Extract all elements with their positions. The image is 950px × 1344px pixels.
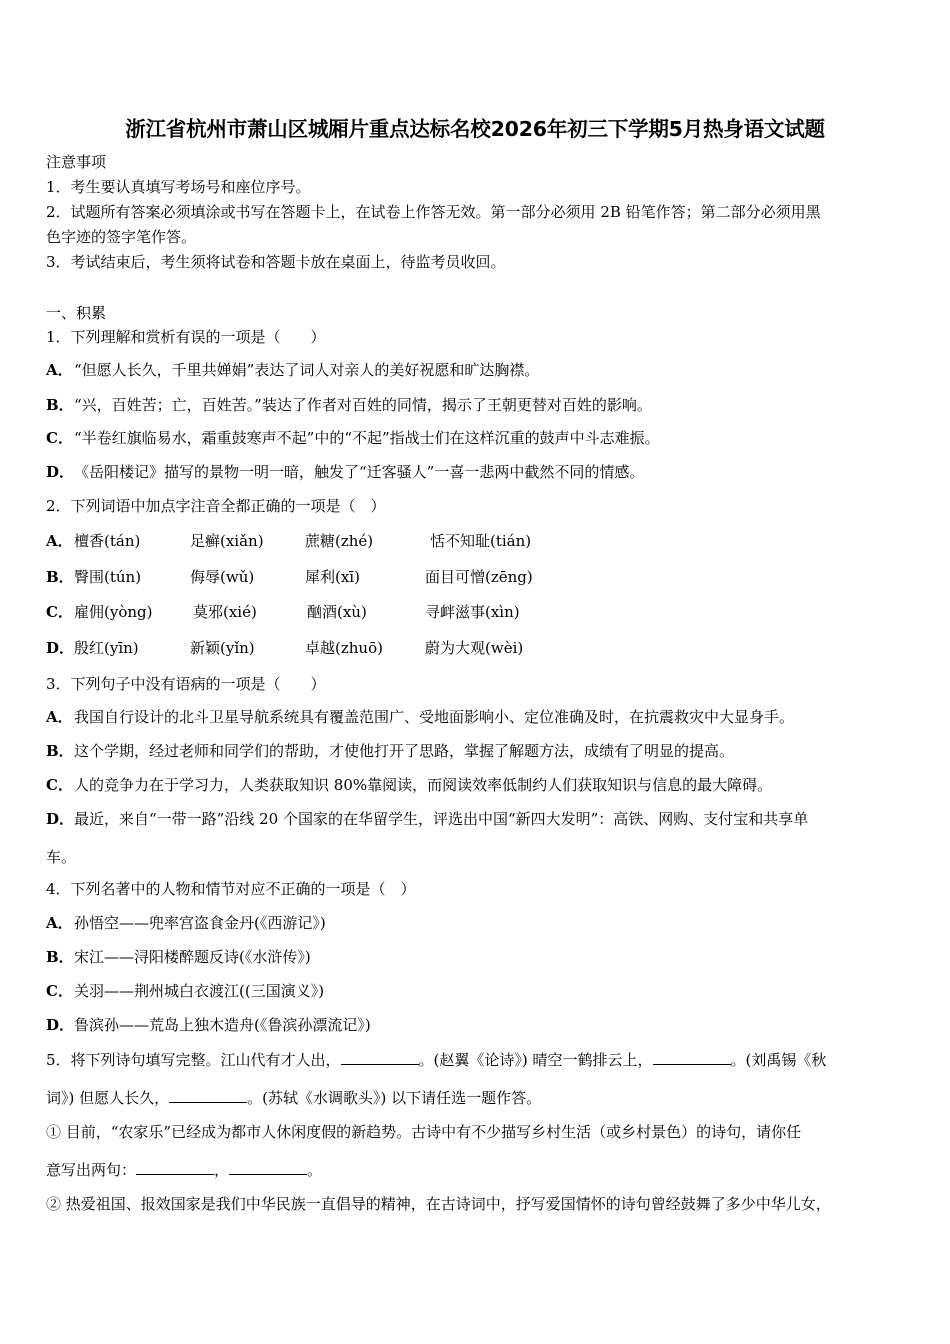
q2-a-word-1: 檀香(tán) [74,532,141,550]
answer-blank-2[interactable] [653,1064,731,1065]
q1-stem: 1．下列理解和赏析有误的一项是（ ） [46,328,326,346]
q4-option-b [46,947,311,967]
q2-d-word-2: 新颖(yǐn) [190,639,255,657]
answer-blank-5[interactable] [229,1174,307,1175]
option-label: A． [46,361,73,379]
option-label: C． [46,982,73,1000]
section-heading: 一、积累 [46,304,107,322]
option-label: C． [46,429,73,447]
q2-option-b-label [46,567,74,587]
option-label: D． [46,1016,75,1034]
option-text: 人的竞争力在于学习力，人类获取知识 80%靠阅读，而阅读效率低制约人们获取知识与信息的最大障碍。 [74,776,773,794]
option-label: B． [46,396,74,414]
q5-line-1 [46,1050,826,1070]
q5-text: 词》) 但愿人长久， [46,1089,170,1107]
q3-option-c [46,775,772,795]
q4-option-a [46,913,326,933]
option-label: C． [46,603,73,621]
q4-option-c [46,981,324,1001]
option-text: 这个学期，经过老师和同学们的帮助，才使他打开了思路，掌握了解题方法，成绩有了明显的提高。 [74,742,735,760]
option-label: C． [46,776,73,794]
option-text: 我国自行设计的北斗卫星导航系统具有覆盖范围广、受地面影响小、定位准确及时，在抗震救灾中大显身手。 [74,708,795,726]
q5-prompt-2: ② 热爱祖国、报效国家是我们中华民族一直倡导的精神，在古诗词中，抒写爱国情怀的诗句曾经鼓舞了多少中华儿女， [46,1195,831,1213]
answer-blank-3[interactable] [169,1102,247,1103]
q3-option-b [46,741,734,761]
q5-prompt-1: ① 目前，“农家乐”已经成为都市人休闲度假的新趋势。古诗中有不少描写乡村生活（或乡村景色）的诗句，请你任 [46,1123,802,1141]
q5-text: ， [214,1161,230,1179]
option-text: “半卷红旗临易水，霜重鼓寒声不起”中的“不起”指战士们在这样沉重的鼓声中斗志难振。 [74,429,660,447]
q1-option-d [46,462,644,482]
q2-c-word-4: 寻衅滋事(xìn) [425,603,520,621]
q2-b-word-1: 臀围(tún) [74,568,142,586]
option-text: 最近，来自“一带一路”沿线 20 个国家的在华留学生，评选出中国“新四大发明”：高铁、网购、支付宝和共享单 [74,810,809,828]
q2-c-word-3: 酗酒(xù) [307,603,367,621]
notice-item-1: 1．考生要认真填写考场号和座位序号。 [46,178,311,196]
q2-c-word-2: 莫邪(xié) [193,603,257,621]
q2-b-word-2: 侮辱(wǔ) [190,568,255,586]
option-text: 鲁滨孙——荒岛上独木造舟(《鲁滨孙漂流记》) [74,1016,371,1034]
q5-text: 5．将下列诗句填写完整。江山代有才人出， [46,1051,341,1069]
option-label: D． [46,639,75,657]
q5-text: 。(苏轼《水调歌头》) 以下请任选一题作答。 [247,1089,542,1107]
answer-blank-4[interactable] [136,1174,214,1175]
q2-option-c-label [46,602,74,622]
option-text: “兴，百姓苦；亡，百姓苦。”装达了作者对百姓的同情，揭示了王朝更替对百姓的影响。 [74,396,652,414]
q2-a-word-4: 恬不知耻(tián) [430,532,532,550]
q2-d-word-3: 卓越(zhuō) [305,639,383,657]
option-text: 关羽——荆州城白衣渡江((三国演义》) [74,982,325,1000]
q5-text: 。(刘禹锡《秋 [730,1051,827,1069]
q5-text: 。 [307,1161,323,1179]
q2-b-word-4: 面目可憎(zēng) [425,568,533,586]
q3-option-d [46,809,808,829]
q3-stem: 3．下列句子中没有语病的一项是（ ） [46,675,326,693]
q5-text: 。(赵翼《论诗》) 晴空一鹤排云上， [418,1051,653,1069]
answer-blank-1[interactable] [341,1064,419,1065]
notice-heading: 注意事项 [46,153,107,171]
option-label: B． [46,568,74,586]
option-label: D． [46,810,75,828]
q5-text: 意写出两句： [46,1161,137,1179]
q2-option-a-label [46,531,74,551]
notice-item-3: 3．考试结束后，考生须将试卷和答题卡放在桌面上，待监考员收回。 [46,253,506,271]
q3-option-d-cont: 车。 [46,848,77,866]
q1-option-c [46,428,660,448]
q4-stem: 4．下列名著中的人物和情节对应不正确的一项是（ ） [46,880,416,898]
q2-stem: 2．下列词语中加点字注音全都正确的一项是（ ） [46,497,386,515]
q2-d-word-4: 蔚为大观(wèi) [425,639,524,657]
q1-option-a [46,360,539,380]
q2-b-word-3: 犀利(xī) [305,568,360,586]
q2-c-word-1: 雇佣(yòng) [74,603,153,621]
option-text: 《岳阳楼记》描写的景物一明一暗，触发了“迁客骚人”一喜一悲两中截然不同的情感。 [74,463,645,481]
q5-prompt-1-cont [46,1160,322,1180]
notice-item-2-cont: 色字迹的签字笔作答。 [46,228,197,246]
option-label: A． [46,708,73,726]
q3-option-a [46,707,794,727]
q2-a-word-2: 足癣(xiǎn) [190,532,264,550]
option-label: D． [46,463,75,481]
notice-item-2: 2．试题所有答案必须填涂或书写在答题卡上，在试卷上作答无效。第一部分必须用 2B 铅笔作答；第二部分必须用黑 [46,203,821,221]
option-label: A． [46,532,73,550]
option-text: “但愿人长久，千里共婵娟”表达了词人对亲人的美好祝愿和旷达胸襟。 [74,361,540,379]
option-label: B． [46,742,74,760]
q2-d-word-1: 殷红(yīn) [74,639,139,657]
q5-line-2 [46,1088,541,1108]
option-label: A． [46,914,73,932]
exam-title: 浙江省杭州市萧山区城厢片重点达标名校2026年初三下学期5月热身语文试题 [125,117,825,141]
q2-a-word-3: 蔗糖(zhé) [305,532,374,550]
q4-option-d [46,1015,371,1035]
option-text: 孙悟空——兜率宫盗食金丹(《西游记》) [74,914,326,932]
option-text: 宋江——浔阳楼醉题反诗(《水浒传》) [74,948,311,966]
q2-option-d-label [46,638,74,658]
option-label: B． [46,948,74,966]
q1-option-b [46,395,652,415]
